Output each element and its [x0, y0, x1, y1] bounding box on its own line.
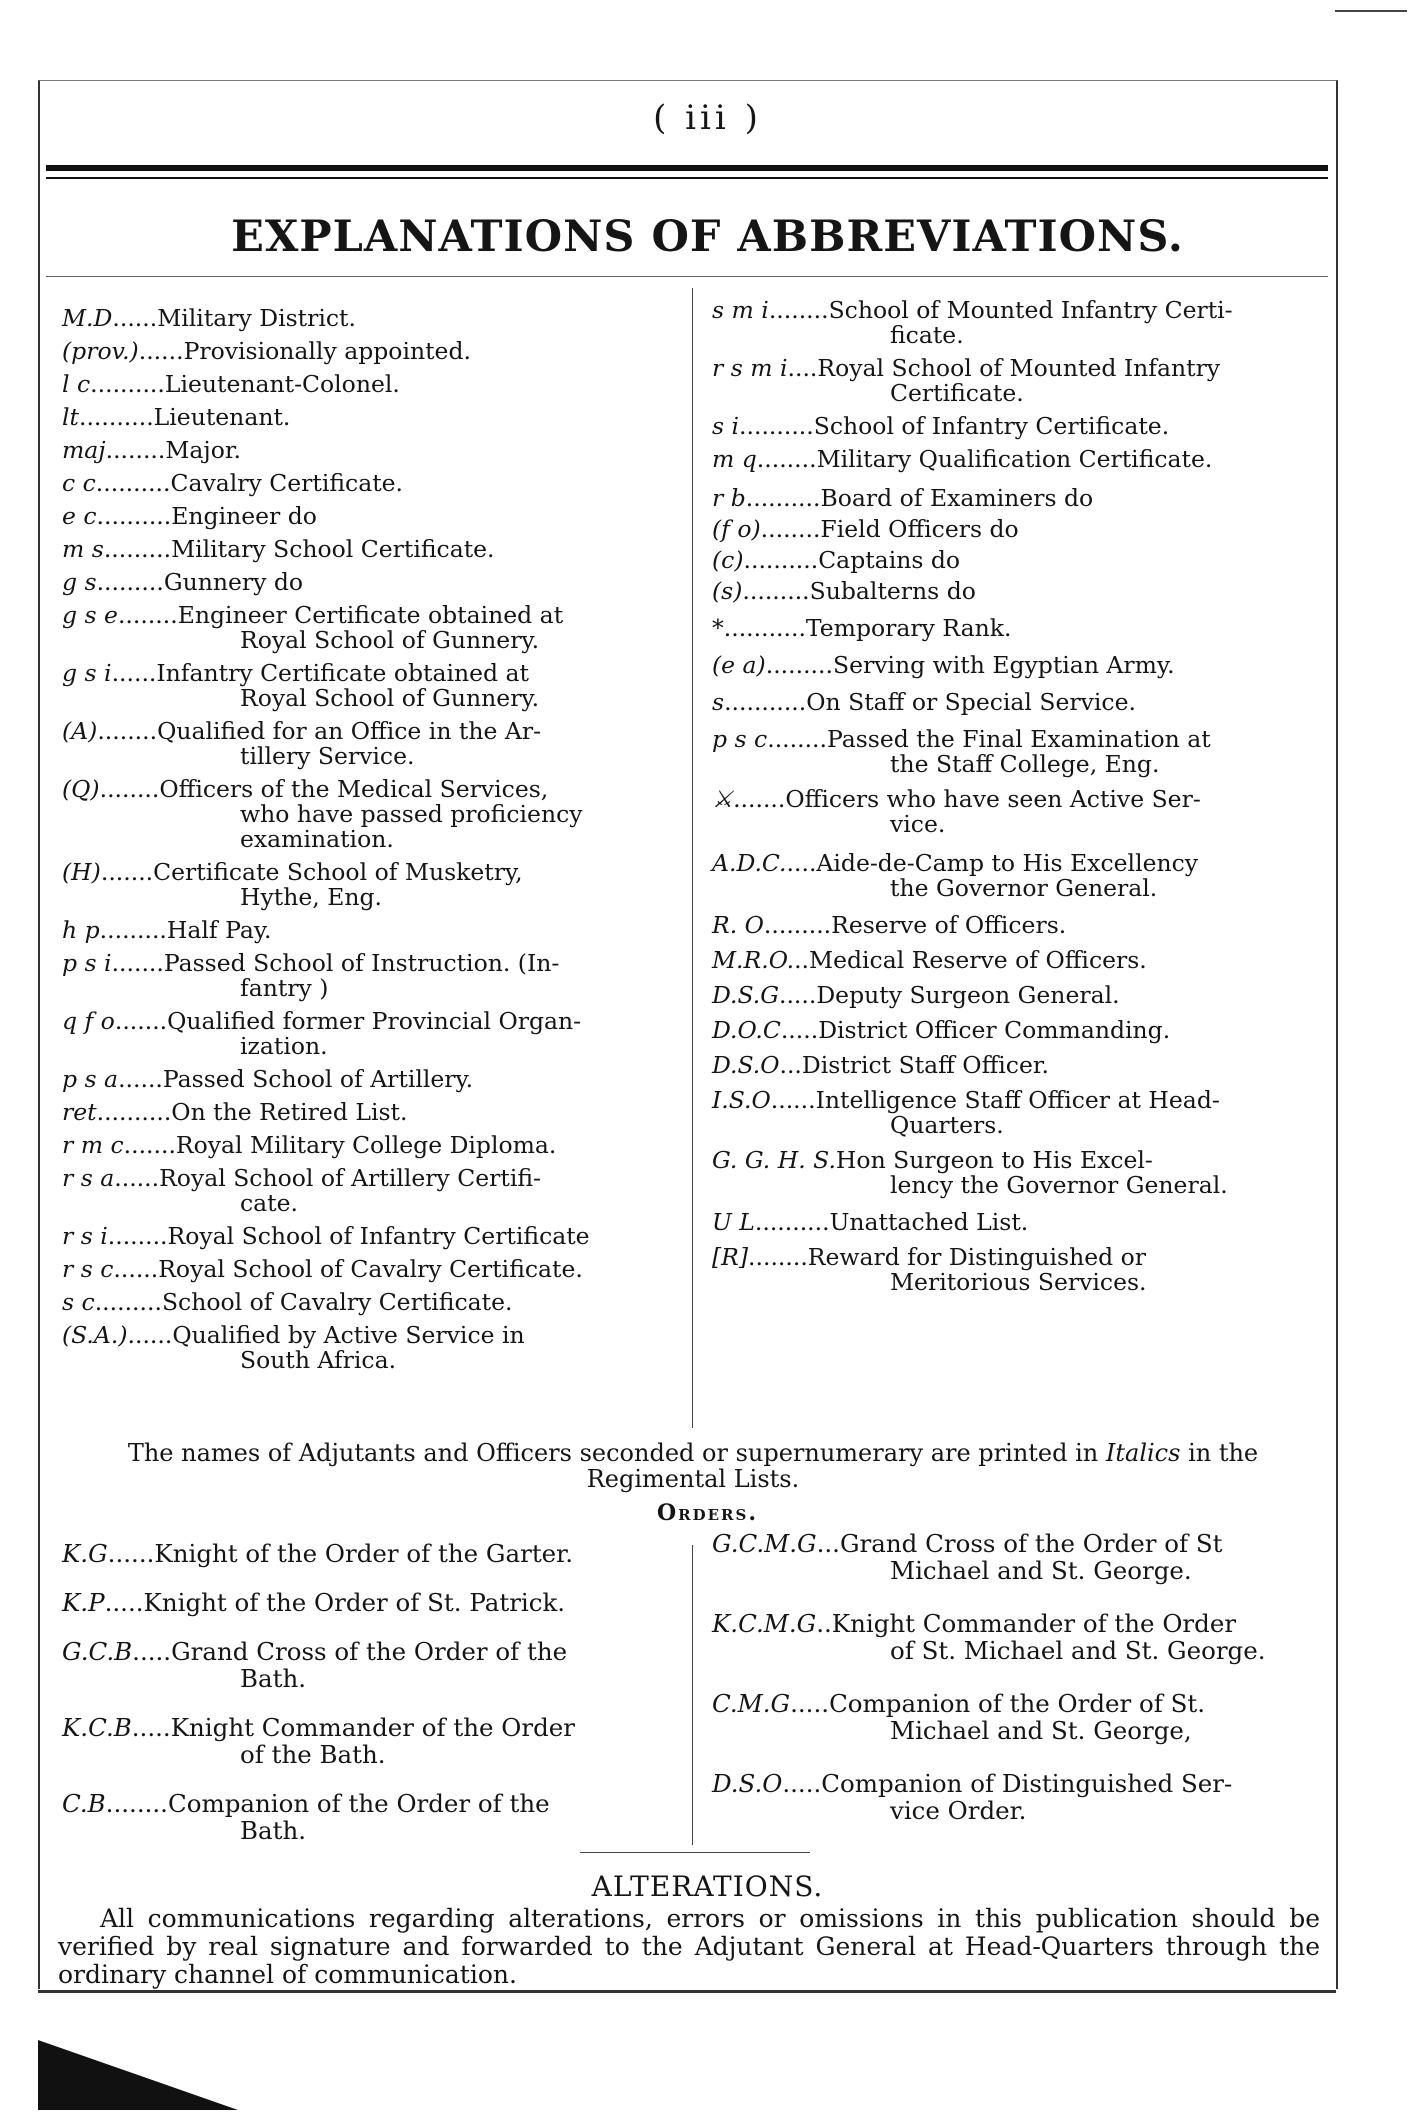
definition: Military Qualification Certificate.: [816, 445, 1213, 473]
leader-dots: ......: [127, 1321, 173, 1349]
leader-dots: ...........: [723, 614, 806, 642]
leader-dots: ......: [138, 337, 184, 365]
abbreviation: ret: [62, 1098, 97, 1126]
leader-dots: .......: [114, 1007, 168, 1035]
definition-continued: Certificate.: [890, 379, 1024, 407]
left-column-entry: [62, 339, 674, 364]
orders-left-column: [62, 1540, 684, 1852]
abbreviation: D.S.O: [712, 1051, 780, 1079]
orders-left-entry: [62, 1638, 684, 1692]
abbreviation: g s: [62, 568, 97, 596]
left-column-entry: [62, 918, 674, 943]
definition-continued: Hythe, Eng.: [240, 883, 382, 911]
left-column-entry: [62, 1100, 674, 1125]
definition-continued: Meritorious Services.: [890, 1268, 1147, 1296]
definition-continued: Royal School of Gunnery.: [240, 626, 540, 654]
definition: Captains do: [818, 546, 961, 574]
leader-dots: ......: [770, 1086, 816, 1114]
right-column-entry: [712, 579, 1320, 604]
definition-continued: the Governor General.: [890, 874, 1158, 902]
right-column-entry: [712, 616, 1320, 641]
orders-column-divider: [692, 1545, 693, 1845]
abbreviation: s c: [62, 1288, 95, 1316]
top-edge-line: [1335, 10, 1407, 12]
definition: Royal Military College Diploma.: [175, 1131, 557, 1159]
definition-continued: Quarters.: [890, 1111, 1004, 1139]
abbreviation: (s): [712, 577, 743, 605]
orders-right-column: [712, 1530, 1322, 1832]
abbreviation: G.C.M.G: [712, 1529, 817, 1558]
left-column-entry: [62, 306, 674, 331]
abbreviation: p s i: [62, 949, 112, 977]
definition-continued: vice.: [890, 810, 946, 838]
right-column-entry: [712, 913, 1320, 938]
definition: Engineer do: [171, 502, 317, 530]
definition: Board of Examiners do: [820, 484, 1094, 512]
abbreviation: r b: [712, 484, 746, 512]
abbreviation: s m i: [712, 296, 769, 324]
leader-dots: .....: [780, 1016, 819, 1044]
right-column-entry: [712, 486, 1320, 511]
leader-dots: ......: [114, 1164, 160, 1192]
definition: Companion of the Order of St.: [829, 1689, 1206, 1718]
leader-dots: ......: [112, 304, 158, 332]
definition: On the Retired List.: [171, 1098, 408, 1126]
left-column-entry: [62, 1257, 674, 1282]
leader-dots: ...: [779, 1051, 802, 1079]
leader-dots: ........: [97, 717, 158, 745]
abbreviation: s: [712, 688, 725, 716]
right-column-entry: [712, 653, 1320, 678]
orders-left-entry: [62, 1790, 684, 1844]
leader-dots: ........: [768, 296, 829, 324]
abbreviation: C.M.G: [712, 1689, 791, 1718]
left-column-entry: [62, 405, 674, 430]
definition-continued: ficate.: [890, 321, 964, 349]
abbreviation: p s a: [62, 1065, 119, 1093]
left-column-entry: [62, 1290, 674, 1315]
right-column-entry: [712, 690, 1320, 715]
abbreviation: maj: [62, 436, 106, 464]
alterations-rule: [580, 1852, 810, 1853]
abbreviation: r s m i: [712, 354, 788, 382]
abbreviation: K.C.M.G: [712, 1609, 817, 1638]
definition: District Staff Officer.: [801, 1051, 1049, 1079]
definition-continued: of the Bath.: [240, 1740, 386, 1769]
right-column-entry: [712, 787, 1320, 837]
thin-rule: [46, 177, 1328, 179]
leader-dots: ......: [118, 1065, 163, 1093]
leader-dots: ........: [99, 775, 160, 803]
definition: Passed School of Instruction. (In-: [163, 949, 560, 977]
definition: Passed the Final Examination at: [826, 725, 1211, 753]
leader-dots: ..........: [78, 403, 154, 431]
abbreviation: q f o: [62, 1007, 115, 1035]
right-column-entry: [712, 948, 1320, 973]
leader-dots: ......: [111, 659, 157, 687]
leader-dots: ..........: [745, 484, 821, 512]
definition: Aide-de-Camp to His Excellency: [816, 849, 1199, 877]
leader-dots: .........: [765, 651, 833, 679]
leader-dots: .....: [104, 1588, 144, 1617]
definition: Half Pay.: [166, 916, 272, 944]
abbreviation: lt: [62, 403, 79, 431]
definition: Officers who have seen Active Ser-: [785, 785, 1201, 813]
leader-dots: ........: [748, 1243, 808, 1271]
abbreviation: (Q): [62, 775, 100, 803]
definition: Military District.: [157, 304, 356, 332]
definition: Provisionally appointed.: [183, 337, 471, 365]
orders-heading: Orders.: [656, 1500, 759, 1526]
left-column-entry: [62, 1133, 674, 1158]
orders-left-entry: [62, 1714, 684, 1768]
heavy-rule: [46, 165, 1328, 171]
definition: Engineer Certificate obtained at: [177, 601, 564, 629]
abbreviation: h p: [62, 916, 100, 944]
alterations-heading: ALTERATIONS.: [591, 1870, 824, 1903]
leader-dots: ........: [107, 1222, 168, 1250]
definition: School of Infantry Certificate.: [813, 412, 1170, 440]
leader-dots: .........: [742, 577, 810, 605]
leader-dots: .........: [94, 1288, 162, 1316]
title-rule: [46, 276, 1328, 277]
right-column-entry: [712, 1245, 1320, 1295]
abbreviation: l c: [62, 370, 91, 398]
abbreviation: A.D.C.: [712, 849, 787, 877]
leader-dots: ........: [767, 725, 827, 753]
definition: Gunnery do: [163, 568, 304, 596]
abbreviation: m s: [62, 535, 104, 563]
abbreviation: U L: [712, 1208, 755, 1236]
binding-shadow: [38, 2040, 238, 2110]
definition: Grand Cross of the Order of St: [839, 1529, 1223, 1558]
leader-dots: .......: [100, 858, 154, 886]
definition: Qualified for an Office in the Ar-: [157, 717, 542, 745]
orders-right-entry: [712, 1530, 1322, 1584]
leader-dots: .....: [782, 1769, 822, 1798]
definition: District Officer Commanding.: [818, 1016, 1171, 1044]
definition-continued: lency the Governor General.: [890, 1171, 1228, 1199]
alterations-paragraph: All communications regarding alterations, errors or omissions in this publication should be verified by real signature and forwarded to the Adjutant General at Head-Quarters through the ordinary channel of communication.: [58, 1904, 1320, 1989]
definition: Companion of the Order of the: [167, 1789, 550, 1818]
note-italic-word: Italics: [1105, 1439, 1181, 1467]
definition: Deputy Surgeon General.: [816, 981, 1120, 1009]
abbreviation: r s i: [62, 1222, 108, 1250]
page-number: ( iii ): [653, 98, 762, 138]
definition: Royal School of Infantry Certificate: [167, 1222, 590, 1250]
leader-dots: ....: [786, 849, 817, 877]
abbreviation: m q: [712, 445, 757, 473]
leader-dots: ......: [113, 1255, 159, 1283]
abbreviations-left-column: [62, 306, 674, 1381]
abbreviation: G.C.B: [62, 1637, 133, 1666]
right-column-entry: [712, 548, 1320, 573]
orders-left-entry: [62, 1589, 684, 1616]
italics-note: [62, 1440, 1324, 1492]
left-column-entry: [62, 860, 674, 910]
orders-right-entry: [712, 1690, 1322, 1744]
leader-dots: ..: [794, 946, 810, 974]
definition: Subalterns do: [809, 577, 976, 605]
definition: Cavalry Certificate.: [170, 469, 404, 497]
left-column-entry: [62, 504, 674, 529]
abbreviation: M.R.O.: [712, 946, 795, 974]
abbreviation: K.P: [62, 1588, 105, 1617]
abbreviation: (f o): [712, 515, 761, 543]
definition: Qualified former Provincial Organ-: [167, 1007, 582, 1035]
definition-continued: South Africa.: [240, 1346, 397, 1374]
definition-continued: Royal School of Gunnery.: [240, 684, 540, 712]
left-column-entry: [62, 1067, 674, 1092]
definition: Field Officers do: [820, 515, 1019, 543]
definition-continued: Michael and St. George,: [890, 1716, 1192, 1745]
page-title: EXPLANATIONS OF ABBREVIATIONS.: [231, 212, 1184, 262]
right-column-entry: [712, 1053, 1320, 1078]
abbreviation: r m c: [62, 1131, 124, 1159]
leader-dots: ..........: [96, 1098, 172, 1126]
leader-dots: ...........: [724, 688, 807, 716]
leader-dots: .........: [103, 535, 172, 563]
leader-dots: ........: [105, 436, 166, 464]
abbreviation: c c: [62, 469, 96, 497]
abbreviation: K.G: [62, 1539, 108, 1568]
leader-dots: ..........: [743, 546, 819, 574]
right-column-entry: [712, 447, 1320, 472]
abbreviation: D.O.C: [712, 1016, 781, 1044]
definition: Lieutenant.: [153, 403, 291, 431]
right-column-entry: [712, 1210, 1320, 1235]
abbreviation: ⚔: [712, 785, 734, 813]
abbreviation: (c): [712, 546, 744, 574]
abbreviation: g s e: [62, 601, 118, 629]
definition: Passed School of Artillery.: [162, 1065, 474, 1093]
leader-dots: ........: [760, 515, 821, 543]
left-column-entry: [62, 1166, 674, 1216]
left-column-entry: [62, 777, 674, 852]
definition: Royal School of Cavalry Certificate.: [158, 1255, 583, 1283]
abbreviation: (prov.): [62, 337, 139, 365]
left-column-entry: [62, 537, 674, 562]
column-divider: [692, 288, 693, 1428]
leader-dots: ..........: [754, 1208, 830, 1236]
left-column-entry: [62, 1009, 674, 1059]
abbreviation: (S.A.): [62, 1321, 128, 1349]
leader-dots: ..........: [90, 370, 165, 398]
definition: Royal School of Artillery Certifi-: [159, 1164, 541, 1192]
definition: Lieutenant-Colonel.: [164, 370, 400, 398]
definition: Intelligence Staff Officer at Head-: [815, 1086, 1220, 1114]
left-column-entry: [62, 661, 674, 711]
abbreviation: p s c: [712, 725, 768, 753]
leader-dots: ......: [107, 1539, 155, 1568]
definition-continued: ization.: [240, 1032, 328, 1060]
definition: Reserve of Officers.: [831, 911, 1067, 939]
leader-dots: .........: [763, 911, 832, 939]
abbreviation: C.B: [62, 1789, 106, 1818]
definition: Reward for Distinguished or: [807, 1243, 1147, 1271]
abbreviation: G. G. H. S.: [712, 1146, 836, 1174]
definition-continued: Michael and St. George.: [890, 1556, 1192, 1585]
definition-continued: Bath.: [240, 1816, 307, 1845]
right-column-entry: [712, 1148, 1320, 1198]
abbreviation: K.C.B: [62, 1713, 132, 1742]
leader-dots: ..........: [95, 469, 171, 497]
right-column-entry: [712, 727, 1320, 777]
left-column-entry: [62, 372, 674, 397]
leader-dots: ........: [105, 1789, 168, 1818]
right-column-entry: [712, 1018, 1320, 1043]
abbreviation: *: [712, 614, 724, 642]
definition: Major.: [165, 436, 241, 464]
right-column-entry: [712, 1088, 1320, 1138]
leader-dots: .....: [790, 1689, 830, 1718]
definition-continued: vice Order.: [890, 1796, 1027, 1825]
definition: School of Cavalry Certificate.: [161, 1288, 513, 1316]
definition: Knight Commander of the Order: [831, 1609, 1237, 1638]
abbreviation: s i: [712, 412, 740, 440]
right-column-entry: [712, 851, 1320, 901]
definition-continued: fantry ): [240, 974, 329, 1002]
leader-dots: ..........: [96, 502, 172, 530]
right-column-entry: [712, 517, 1320, 542]
leader-dots: ...: [816, 1529, 840, 1558]
abbreviation: (A): [62, 717, 98, 745]
definition: Medical Reserve of Officers.: [809, 946, 1147, 974]
leader-dots: ..: [816, 1609, 832, 1638]
note-text: The names of Adjutants and Officers seconded or supernumerary are printed in: [127, 1439, 1106, 1467]
definition: Hon Surgeon to His Excel-: [835, 1146, 1153, 1174]
definition: Knight Commander of the Order: [170, 1713, 575, 1742]
leader-dots: .......: [111, 949, 164, 977]
abbreviation: I.S.O: [712, 1086, 771, 1114]
left-column-entry: [62, 570, 674, 595]
orders-right-entry: [712, 1770, 1322, 1824]
note-text-end: in the Regimental Lists.: [586, 1439, 1259, 1493]
leader-dots: .........: [99, 916, 167, 944]
right-column-entry: [712, 298, 1320, 348]
right-column-entry: [712, 356, 1320, 406]
leader-dots: .....: [778, 981, 817, 1009]
definition: School of Mounted Infantry Certi-: [828, 296, 1233, 324]
definition: Grand Cross of the Order of the: [171, 1637, 568, 1666]
left-column-entry: [62, 438, 674, 463]
definition: Military School Certificate.: [171, 535, 495, 563]
definition-continued: cate.: [240, 1189, 298, 1217]
definition: Royal School of Mounted Infantry: [817, 354, 1221, 382]
left-column-entry: [62, 603, 674, 653]
leader-dots: .......: [733, 785, 786, 813]
abbreviation: [R]: [712, 1243, 749, 1271]
abbreviation: r s c: [62, 1255, 114, 1283]
definition: Certificate School of Musketry,: [153, 858, 523, 886]
definition: Qualified by Active Service in: [172, 1321, 525, 1349]
definition: Temporary Rank.: [805, 614, 1012, 642]
abbreviation: D.S.G: [712, 981, 779, 1009]
right-column-entry: [712, 983, 1320, 1008]
definition: On Staff or Special Service.: [806, 688, 1136, 716]
orders-right-entry: [712, 1610, 1322, 1664]
left-column-entry: [62, 719, 674, 769]
abbreviation: (H): [62, 858, 101, 886]
leader-dots: .....: [131, 1713, 171, 1742]
definition: Knight of the Order of the Garter.: [154, 1539, 573, 1568]
definition: Knight of the Order of St. Patrick.: [143, 1588, 566, 1617]
abbreviation: e c: [62, 502, 97, 530]
definition: Companion of Distinguished Ser-: [821, 1769, 1233, 1798]
leader-dots: ........: [117, 601, 178, 629]
abbreviation: r s a: [62, 1164, 115, 1192]
abbreviation: g s i: [62, 659, 112, 687]
abbreviation: M.D: [62, 304, 113, 332]
left-column-entry: [62, 1323, 674, 1373]
leader-dots: .........: [96, 568, 164, 596]
left-column-entry: [62, 1224, 674, 1249]
definition: Officers of the Medical Services,: [159, 775, 549, 803]
definition-continued: of St. Michael and St. George.: [890, 1636, 1266, 1665]
leader-dots: ....: [787, 354, 818, 382]
definition-continued: the Staff College, Eng.: [890, 750, 1160, 778]
leader-dots: ........: [756, 445, 817, 473]
bottom-rule: [38, 1990, 1336, 1993]
leader-dots: .......: [123, 1131, 176, 1159]
leader-dots: .....: [132, 1637, 172, 1666]
abbreviations-right-column: [712, 298, 1320, 1303]
definition-continued: tillery Service.: [240, 742, 415, 770]
leader-dots: ..........: [739, 412, 814, 440]
definition-continued: Bath.: [240, 1664, 307, 1693]
abbreviation: (e a): [712, 651, 766, 679]
right-column-entry: [712, 414, 1320, 439]
abbreviation: R. O: [712, 911, 764, 939]
left-column-entry: [62, 471, 674, 496]
definition: Unattached List.: [829, 1208, 1029, 1236]
orders-left-entry: [62, 1540, 684, 1567]
left-column-entry: [62, 951, 674, 1001]
definition-continued: who have passed proficiency examination.: [240, 800, 583, 853]
abbreviation: D.S.O: [712, 1769, 783, 1798]
definition: Infantry Certificate obtained at: [156, 659, 529, 687]
definition: Serving with Egyptian Army.: [832, 651, 1175, 679]
